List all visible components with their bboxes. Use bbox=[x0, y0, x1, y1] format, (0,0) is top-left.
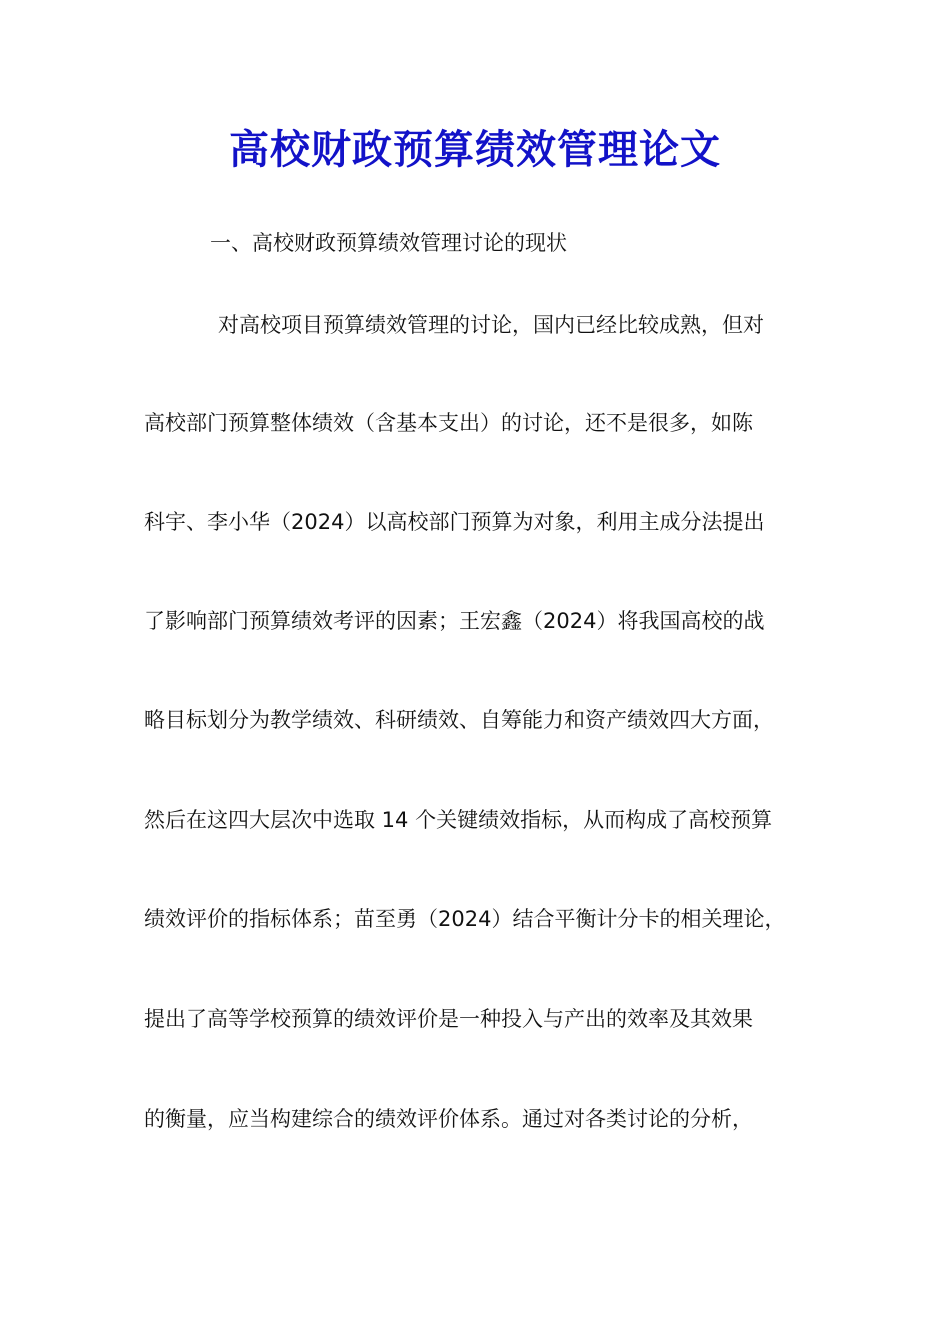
paragraph-line: 科宇、李小华（2024）以高校部门预算为对象，利用主成分法提出 bbox=[144, 510, 765, 534]
paragraph-line: 提出了高等学校预算的绩效评价是一种投入与产出的效率及其效果 bbox=[144, 1007, 753, 1031]
document-title: 高校财政预算绩效管理论文 bbox=[229, 126, 721, 173]
paragraph-line: 的衡量，应当构建综合的绩效评价体系。通过对各类讨论的分析， bbox=[144, 1107, 753, 1131]
paragraph-line: 了影响部门预算绩效考评的因素；王宏鑫（2024）将我国高校的战 bbox=[144, 609, 765, 633]
paragraph-line: 然后在这四大层次中选取 14 个关键绩效指标，从而构成了高校预算 bbox=[144, 808, 773, 832]
paragraph-line: 对高校项目预算绩效管理的讨论，国内已经比较成熟，但对 bbox=[218, 313, 764, 337]
paragraph-line: 高校部门预算整体绩效（含基本支出）的讨论，还不是很多，如陈 bbox=[144, 411, 753, 435]
section-heading: 一、高校财政预算绩效管理讨论的现状 bbox=[210, 231, 567, 255]
paragraph-line: 绩效评价的指标体系；苗至勇（2024）结合平衡计分卡的相关理论， bbox=[144, 907, 786, 931]
paragraph-line: 略目标划分为教学绩效、科研绩效、自筹能力和资产绩效四大方面， bbox=[144, 708, 774, 732]
